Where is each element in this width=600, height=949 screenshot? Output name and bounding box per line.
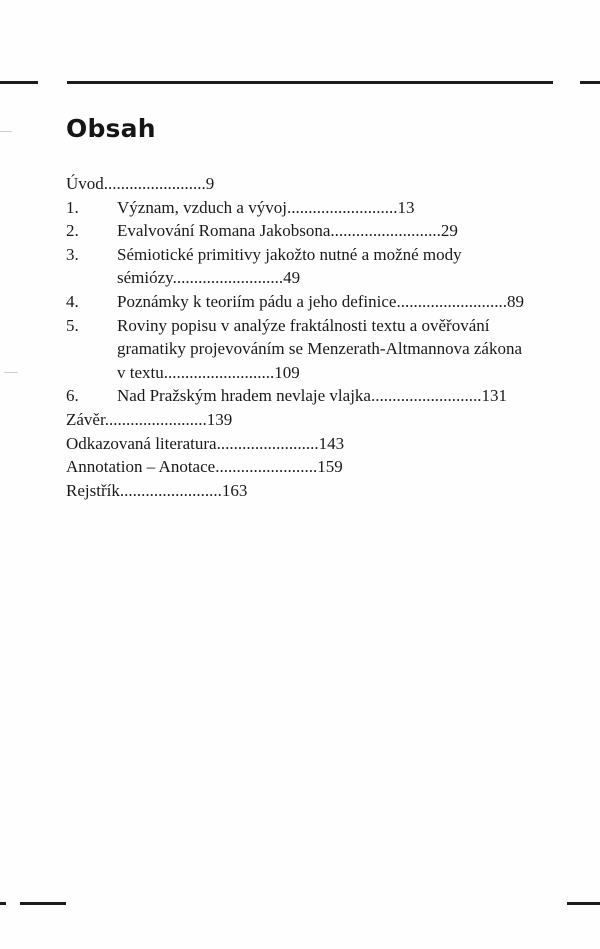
toc-title: Sémiotické primitivy jakožto nutné a možné mody [117, 244, 462, 264]
toc-number: 4. [66, 291, 79, 311]
toc-number: 2. [66, 221, 79, 241]
dot-leader: ........................ [103, 174, 206, 193]
top-rule-left [0, 81, 38, 84]
toc-title: Odkazovaná literatura [66, 433, 217, 453]
toc-title: Význam, vzduch a vývoj [117, 197, 287, 217]
dot-leader: ........................ [216, 433, 319, 453]
toc-page: 163 [221, 480, 248, 500]
toc-entry-6[interactable] [66, 384, 546, 408]
toc-number: 3. [66, 244, 79, 264]
toc-title-cont: gramatiky projevováním se Menzerath-Altmannova zákona [117, 339, 523, 359]
toc-page: 49 [283, 268, 301, 288]
top-rule [67, 81, 553, 84]
bottom-rule-left [0, 902, 6, 905]
toc-title: Úvod [66, 174, 104, 193]
toc-entry-5[interactable] [66, 314, 546, 385]
toc-title: Poznámky k teoriím pádu a jeho definice [117, 291, 397, 311]
table-of-contents [66, 172, 546, 502]
margin-mark [4, 372, 18, 373]
dot-leader: .......................... [163, 362, 275, 382]
dot-leader: .......................... [172, 268, 284, 288]
bottom-rule-right [567, 902, 600, 905]
toc-title: Annotation – Anotace [66, 457, 216, 477]
toc-title: Evalvování Romana Jakobsona [117, 221, 331, 241]
toc-entry-3[interactable] [66, 243, 546, 290]
bottom-rule [20, 902, 66, 905]
toc-title: Nad Pražským hradem nevlaje vlajka [117, 386, 371, 406]
top-rule-right [580, 81, 600, 84]
dot-leader: .......................... [330, 221, 441, 241]
dot-leader: .......................... [370, 386, 482, 406]
toc-title: Roviny popisu v analýze fraktálnosti textu a ověřování [117, 315, 490, 335]
dot-leader: ........................ [215, 457, 318, 477]
toc-page: 139 [206, 409, 233, 429]
margin-mark [0, 131, 12, 132]
dot-leader: .......................... [286, 197, 398, 217]
dot-leader: .......................... [396, 291, 507, 311]
toc-page: 143 [318, 433, 345, 453]
toc-entry-2[interactable] [66, 219, 546, 243]
toc-page: 9 [205, 174, 215, 193]
toc-title: Rejstřík [66, 480, 120, 500]
toc-entry-literatura[interactable] [66, 432, 546, 456]
toc-number: 1. [66, 197, 79, 217]
toc-entry-4[interactable] [66, 290, 546, 314]
toc-page: 159 [317, 457, 343, 477]
toc-entry-1[interactable] [66, 196, 546, 220]
toc-entry-annotation[interactable] [66, 455, 546, 479]
dot-leader: ........................ [119, 480, 222, 500]
toc-title: Závěr [66, 409, 105, 429]
toc-page: 131 [481, 386, 507, 406]
toc-entry-uvod[interactable] [66, 172, 546, 196]
toc-entry-zaver[interactable] [66, 408, 546, 432]
toc-page: 29 [440, 221, 458, 241]
toc-number: 6. [66, 386, 79, 406]
toc-page: 89 [506, 291, 524, 311]
toc-title-cont: sémiózy [117, 268, 173, 288]
toc-page: 13 [397, 197, 415, 217]
toc-entry-rejstrik[interactable] [66, 479, 546, 503]
toc-title-cont: v textu [117, 362, 164, 382]
toc-page: 109 [274, 362, 300, 382]
page-title: Obsah [66, 114, 156, 143]
toc-number: 5. [66, 315, 79, 335]
dot-leader: ........................ [104, 409, 207, 429]
